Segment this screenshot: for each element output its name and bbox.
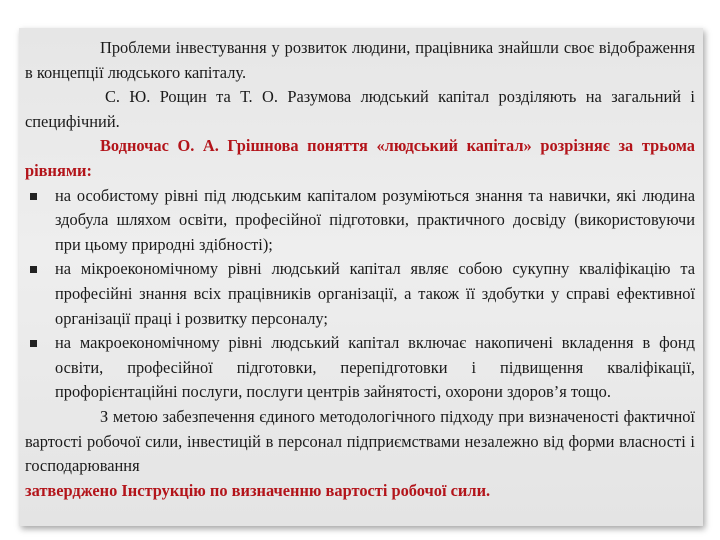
bullet-text: на мікроекономічному рівні людський капітал являє собою сукупну кваліфікацію та професійні знання всіх працівників організації, а також її здобутки у справі ефективної організації праці і розвитку персоналу; (55, 259, 695, 328)
bullet-text: на особистому рівні під людським капіталом розуміються знання та навички, які людина здобула шляхом освіти, професійної підготовки, практичного досвіду (використовуючи при цьому природні здібності); (55, 185, 695, 254)
slide-text (25, 36, 695, 503)
paragraph-methodology: З метою забезпечення єдиного методологічного підходу при визначеності фактичної вартості робочої сили, інвестицій в персонал підприємствами незалежно від форми власності і господарювання (25, 406, 695, 476)
paragraph-instruction: затверджено Інструкцію по визначенню вартості робочої сили. (25, 480, 491, 500)
bullet-item-macro (25, 331, 695, 405)
square-bullet-icon (30, 340, 37, 347)
bullet-item-personal (25, 184, 695, 258)
paragraph-roshchin: С. Ю. Рощин та Т. О. Разумова людський капітал розділяють на загальний і специфічний. (25, 87, 695, 131)
square-bullet-icon (30, 266, 37, 273)
bullet-item-micro (25, 257, 695, 331)
paragraph-concept: Проблеми інвестування у розвиток людини, працівника знайшли своє відображення в концепції людського капіталу. (25, 38, 695, 82)
bullet-text: на макроекономічному рівні людський капітал включає накопичені вкладення в фонд освіти, професійної підготовки, перепідготовки і підвищення кваліфікації, профорієнтаційні послуги, послуги центрів зайнятості, охорони здоров’я тощо. (55, 333, 695, 402)
paragraph-grishnova: Водночас О. А. Грішнова поняття «людський капітал» розрізняє за трьома рівнями: (25, 136, 695, 180)
square-bullet-icon (30, 193, 37, 200)
